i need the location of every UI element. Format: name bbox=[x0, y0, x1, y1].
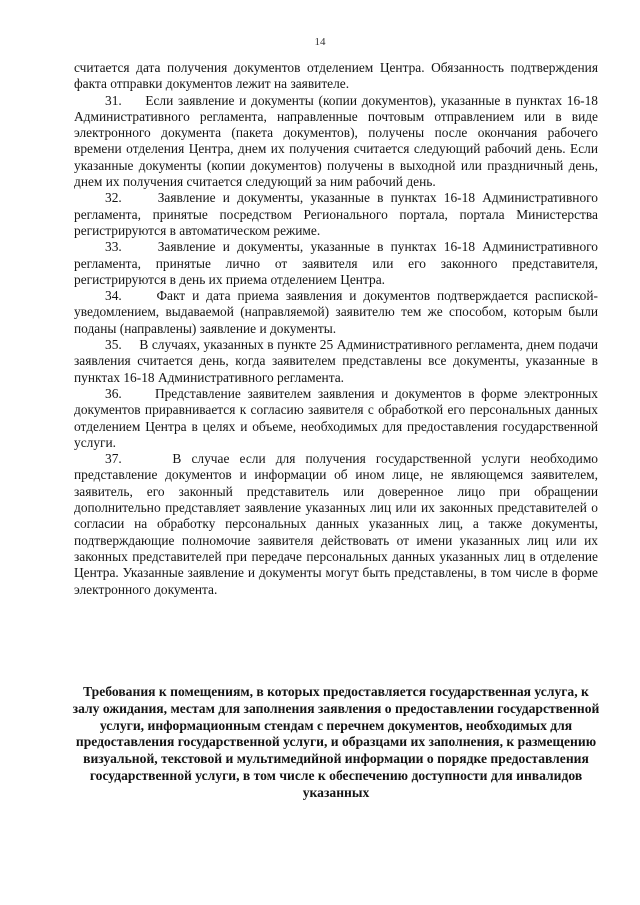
paragraph-text: Представление заявителем заявления и документов в форме электронных документов приравнивается к согласию заявителя с обработкой его персональных данных отделением Центра в целях и объеме, необходимых для предоставления государственной услуги. bbox=[74, 385, 598, 450]
paragraph-37 bbox=[74, 451, 598, 598]
paragraph-text: считается дата получения документов отделением Центра. Обязанность подтверждения факта отправки документов лежит на заявителе. bbox=[74, 60, 598, 92]
paragraph-text: Факт и дата приема заявления и документов подтверждается распиской-уведомлением, выдаваемой (направляемой) заявителю тем же способом, которым были поданы (направлены) заявление и документы. bbox=[74, 288, 598, 336]
paragraph-text: В случаях, указанных в пункте 25 Административного регламента, днем подачи заявления считается день, когда заявителем представлены все документы, указанные в пунктах 16-18 Административного регламента. bbox=[74, 337, 598, 385]
page-number: 14 bbox=[314, 36, 326, 48]
document-body bbox=[74, 60, 598, 598]
paragraph-number: 37. bbox=[105, 451, 122, 467]
paragraph-number: 33. bbox=[105, 239, 122, 255]
paragraph-number: 34. bbox=[105, 288, 122, 304]
paragraph-31 bbox=[74, 93, 598, 191]
paragraph-text: Если заявление и документы (копии документов), указанные в пунктах 16-18 Административного регламента, направленные почтовым отправлением или в виде электронного документа (пакета документов), получены после окончания рабочего времени отделения Центра, днем их получения считается следующий рабочий день. Если указанные документы (копии документов) получены в выходной или праздничный день, днем их получения считается следующий за ним рабочий день. bbox=[74, 92, 598, 190]
paragraph-number: 31. bbox=[105, 92, 122, 108]
paragraph-text: Заявление и документы, указанные в пунктах 16-18 Административного регламента, принятые посредством Регионального портала, портала Министерства регистрируются в автоматическом режиме. bbox=[74, 190, 598, 238]
section-heading bbox=[72, 684, 600, 802]
paragraph-number: 32. bbox=[105, 190, 122, 206]
paragraph-36 bbox=[74, 386, 598, 451]
paragraph-33 bbox=[74, 239, 598, 288]
paragraph-32 bbox=[74, 190, 598, 239]
paragraph-34 bbox=[74, 288, 598, 337]
paragraph-text: В случае если для получения государственной услуги необходимо представление документов и информации об ином лице, не являющемся заявителем, заявитель, его законный представитель или доверенное лицо при обращении дополнительно представляет заявление указанных лиц или их законных представителей о согласии на обработку персональных данных указанных лиц, а также документы, подтверждающие полномочие заявителя действовать от имени указанных лиц или их законных представителей при передаче персональных данных указанных лиц в отделение Центра. Указанные заявление и документы могут быть представлены, в том числе в форме электронного документа. bbox=[74, 451, 598, 597]
paragraph-text: Заявление и документы, указанные в пунктах 16-18 Административного регламента, принятые лично от заявителя или его законного представителя, регистрируются в день их приема отделением Центра. bbox=[74, 239, 598, 287]
paragraph-35 bbox=[74, 337, 598, 386]
paragraph-continuation bbox=[74, 60, 598, 93]
paragraph-number: 35. bbox=[105, 337, 122, 353]
paragraph-number: 36. bbox=[105, 385, 122, 401]
section-heading-text: Требования к помещениям, в которых предоставляется государственная услуга, к залу ожидания, местам для заполнения заявления о предоставлении государственной услуги, информационным стендам с перечнем документов, необходимых для предоставления государственной услуги, и образцами их заполнения, к размещению визуальной, текстовой и мультимедийной информации о порядке предоставления государственной услуги, в том числе к обеспечению доступности для инвалидов указанных bbox=[72, 684, 600, 800]
